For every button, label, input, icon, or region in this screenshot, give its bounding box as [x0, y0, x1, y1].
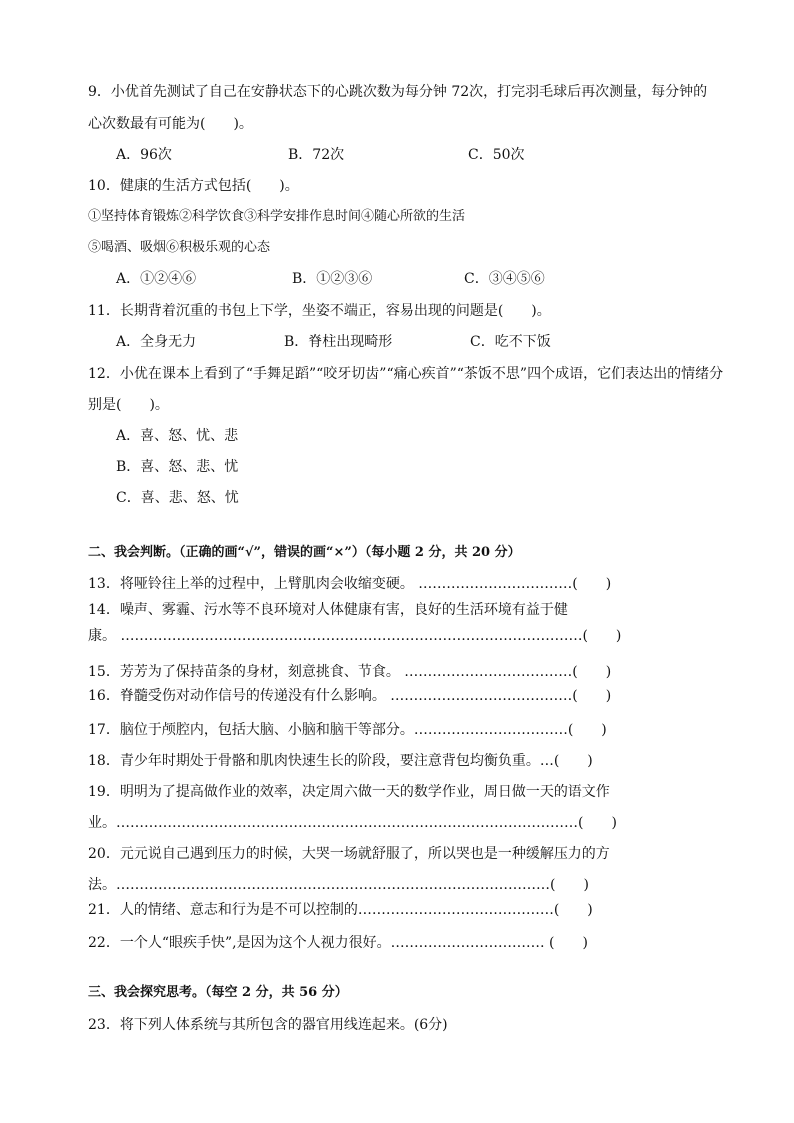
q15-statement: 15．芳芳为了保持苗条的身材，刻意挑食、节食。 ………………………………( ) [88, 664, 612, 680]
q14-statement-line1: 14．噪声、雾霾、污水等不良环境对人体健康有害，良好的生活环境有益于健 [88, 602, 568, 618]
q10-stem: 10．健康的生活方式包括( )。 [88, 178, 299, 194]
q10-items-line1: ①坚持体育锻炼②科学饮食③科学安排作息时间④随心所欲的生活 [88, 209, 466, 224]
q9-option-b[interactable]: B．72次 [288, 147, 345, 163]
q11-stem: 11．长期背着沉重的书包上下学，坐姿不端正，容易出现的问题是( )。 [88, 303, 551, 319]
q10-option-b[interactable]: B．①②③⑥ [292, 271, 373, 287]
q17-statement: 17．脑位于颅腔内，包括大脑、小脑和脑干等部分。……………………………( ) [88, 722, 607, 738]
q22-statement: 22．一个人“眼疾手快”,是因为这个人视力很好。…………………………… ( ) [88, 935, 588, 951]
q12-stem-line2: 别是( )。 [88, 397, 169, 413]
q11-option-c[interactable]: C．吃不下饭 [470, 334, 551, 350]
q13-statement: 13．将哑铃往上举的过程中，上臂肌肉会收缩变硬。 ……………………………( ) [88, 576, 612, 592]
q16-statement: 16．脊髓受伤对动作信号的传递没有什么影响。 …………………………………( ) [88, 688, 612, 704]
q9-option-a[interactable]: A．96次 [116, 147, 172, 163]
q19-statement-line1: 19．明明为了提高做作业的效率，决定周六做一天的数学作业，周日做一天的语文作 [88, 784, 610, 800]
q12-option-c[interactable]: C．喜、悲、怒、忧 [116, 490, 239, 506]
q12-option-b[interactable]: B．喜、怒、悲、忧 [116, 459, 239, 475]
q20-statement-line1: 20．元元说自己遇到压力的时候，大哭一场就舒服了，所以哭也是一种缓解压力的方 [88, 846, 610, 862]
q20-statement-line2: 法。…………………………………………………………………………………( ) [88, 877, 589, 893]
q12-option-a[interactable]: A．喜、怒、忧、悲 [116, 428, 239, 444]
q9-stem-line2: 心次数最有可能为( )。 [88, 116, 253, 132]
q14-statement-line2: 康。 ………………………………………………………………………………………( ) [88, 628, 622, 644]
q23-stem: 23．将下列人体系统与其所包含的器官用线连起来。(6分) [88, 1017, 448, 1033]
q10-option-c[interactable]: C．③④⑤⑥ [464, 271, 545, 287]
q21-statement: 21．人的情绪、意志和行为是不可以控制的……………………………………( ) [88, 902, 593, 918]
q18-statement: 18．青少年时期处于骨骼和肌肉快速生长的阶段，要注意背包均衡负重。…( ) [88, 753, 593, 769]
q9-stem-line1: 9．小优首先测试了自己在安静状态下的心跳次数为每分钟 72次，打完羽毛球后再次测量，每分钟的 [88, 84, 708, 100]
q10-items-line2: ⑤喝酒、吸烟⑥积极乐观的心态 [88, 240, 271, 255]
q12-stem-line1: 12．小优在课本上看到了“手舞足蹈”“咬牙切齿”“痛心疾首”“茶饭不思”四个成语，它们表达出的情绪分 [88, 366, 724, 382]
section2-heading: 二、我会判断。（正确的画“√”，错误的画“×”）（每小题 2 分，共 20 分） [88, 545, 521, 560]
q9-option-c[interactable]: C．50次 [468, 147, 525, 163]
q19-statement-line2: 业。………………………………………………………………………………………( ) [88, 815, 617, 831]
section3-heading: 三、我会探究思考。（每空 2 分，共 56 分） [88, 985, 348, 1000]
q10-option-a[interactable]: A．①②④⑥ [116, 271, 197, 287]
q11-option-a[interactable]: A．全身无力 [116, 334, 197, 350]
q11-option-b[interactable]: B．脊柱出现畸形 [284, 334, 393, 350]
